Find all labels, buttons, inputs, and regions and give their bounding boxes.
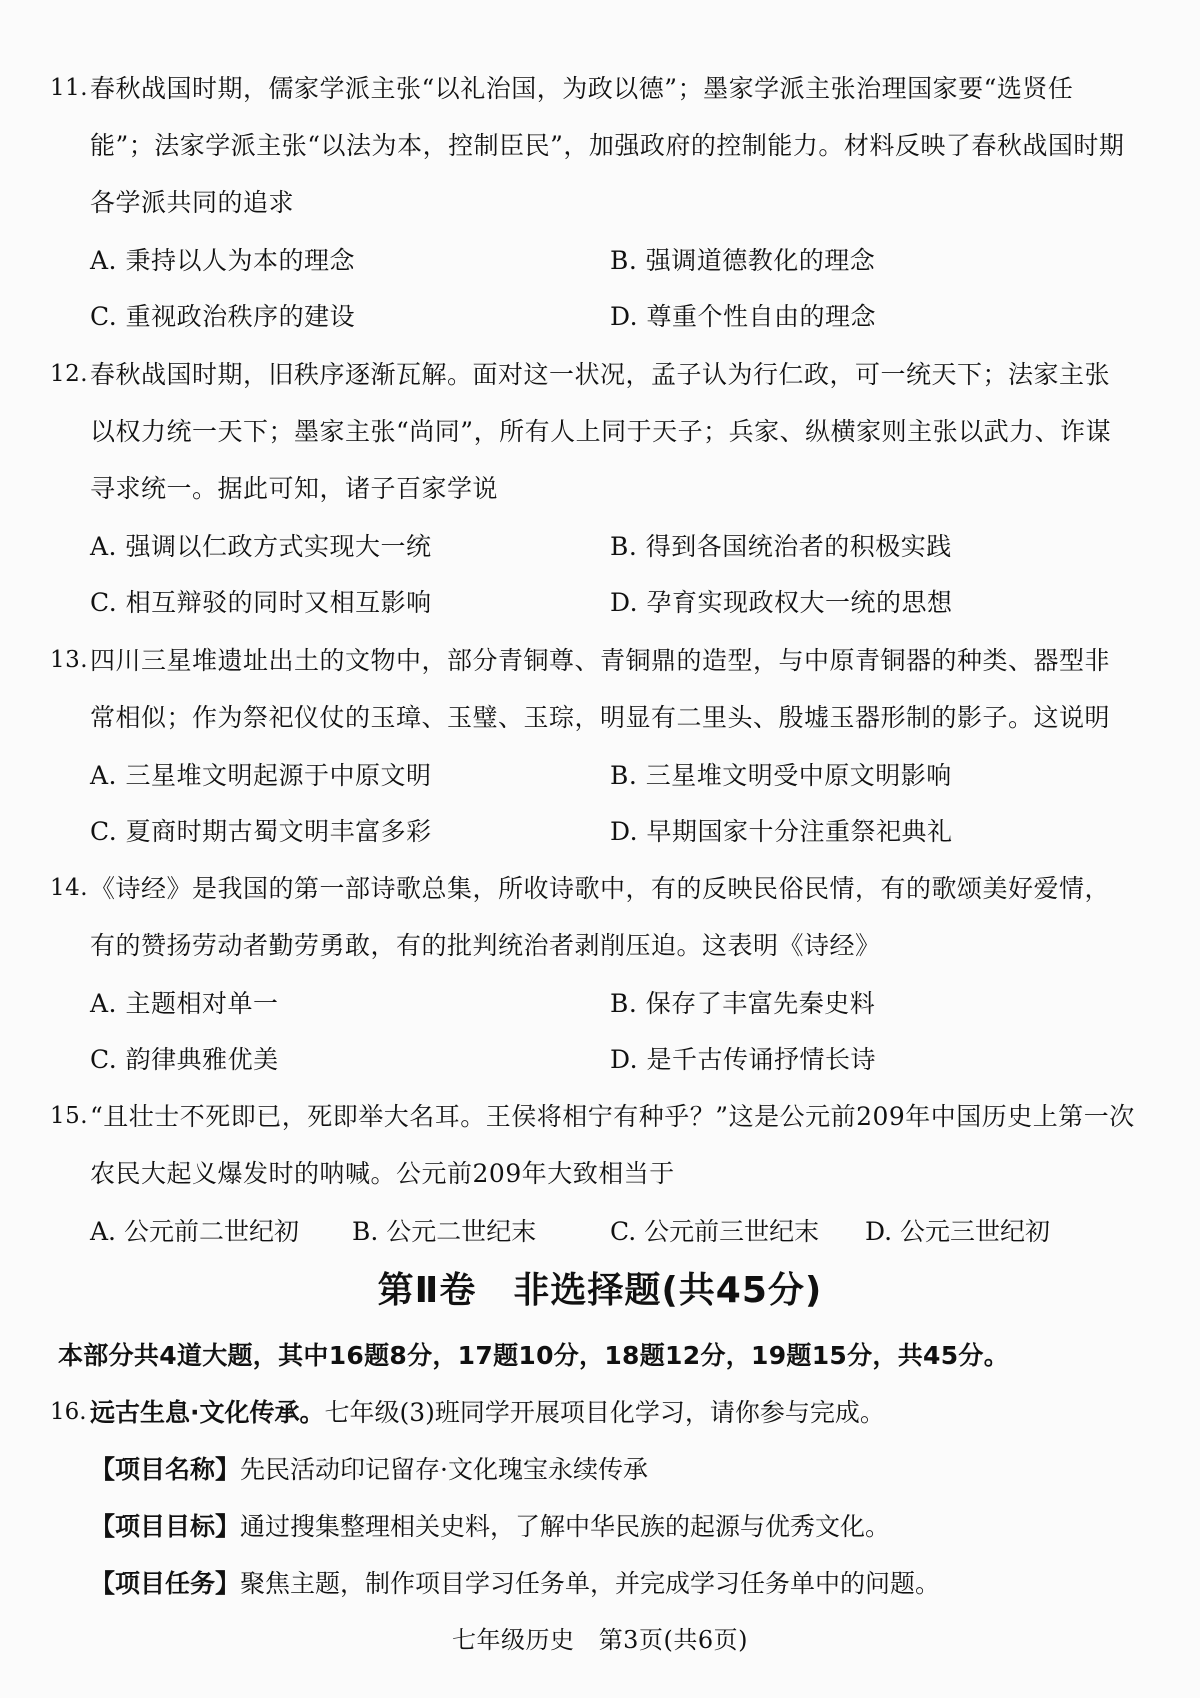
project-name: [50, 1441, 1150, 1498]
option-c: C. 夏商时期古蜀文明丰富多彩: [90, 817, 432, 846]
option-a: A. 强调以仁政方式实现大一统: [90, 532, 432, 561]
project-goal-value: 通过搜集整理相关史料，了解中华民族的起源与优秀文化。: [240, 1512, 891, 1541]
option-d: D. 早期国家十分注重祭祀典礼: [610, 817, 953, 846]
project-task-label: 【项目任务】: [90, 1569, 241, 1598]
question-text: 四川三星堆遗址出土的文物中，部分青铜尊、青铜鼎的造型，与中原青铜器的种类、器型非常相似；作为祭祀仪仗的玉璋、玉璧、玉琮，明显有二里头、殷墟玉器形制的影子。这说明: [90, 646, 1111, 732]
option-d: D. 孕育实现政权大一统的思想: [610, 588, 953, 617]
question-text: 春秋战国时期，旧秩序逐渐瓦解。面对这一状况，孟子认为行仁政，可一统天下；法家主张以权力统一天下；墨家主张“尚同”，所有人上同于天子；兵家、纵横家则主张以武力、诈谋寻求统一。据此可知，诸子百家学说: [90, 360, 1112, 503]
options: [50, 1202, 1135, 1258]
question-stem: [50, 1088, 1135, 1202]
option-b: B. 得到各国统治者的积极实践: [610, 532, 952, 561]
question-11: [50, 60, 1135, 343]
option-d: D. 是千古传诵抒情长诗: [610, 1045, 877, 1074]
project-name-value: 先民活动印记留存·文化瑰宝永续传承: [240, 1455, 648, 1484]
option-b: B. 强调道德教化的理念: [610, 246, 876, 275]
option-c: C. 韵律典雅优美: [90, 1045, 279, 1074]
project-task: [50, 1555, 1150, 1612]
footer-page-number: 第3页(共6页): [598, 1626, 748, 1654]
option-b: B. 保存了丰富先秦史料: [610, 989, 876, 1018]
question-number: 15.: [50, 1103, 89, 1129]
question-text: 春秋战国时期，儒家学派主张“以礼治国，为政以德”；墨家学派主张治理国家要“选贤任能”；法家学派主张“以法为本，控制臣民”，加强政府的控制能力。材料反映了春秋战国时期各学派共同的追求: [90, 74, 1125, 217]
option-a: A. 公元前二世纪初: [90, 1217, 299, 1246]
project-goal-label: 【项目目标】: [90, 1512, 241, 1541]
question-12: [50, 346, 1135, 629]
option-d: D. 公元三世纪初: [865, 1217, 1051, 1246]
section-title: 第Ⅱ卷 非选择题(共45分): [377, 1270, 823, 1311]
question-number: 14.: [50, 875, 89, 901]
options: [50, 746, 1135, 858]
question-number: 11.: [50, 75, 89, 101]
question-text: 七年级(3)班同学开展项目化学习，请你参与完成。: [324, 1398, 885, 1427]
project-goal: [50, 1498, 1150, 1555]
question-number: 12.: [50, 361, 89, 387]
question-text: 《诗经》是我国的第一部诗歌总集，所收诗歌中，有的反映民俗民情，有的歌颂美好爱情，有的赞扬劳动者勤劳勇敢，有的批判统治者剥削压迫。这表明《诗经》: [90, 874, 1111, 960]
question-15: [50, 1088, 1135, 1258]
question-number: 16.: [50, 1399, 87, 1425]
option-c: C. 公元前三世纪末: [610, 1217, 820, 1246]
project-task-value: 聚焦主题，制作项目学习任务单，并完成学习任务单中的问题。: [240, 1569, 941, 1598]
option-b: B. 公元二世纪末: [352, 1217, 537, 1246]
options: [50, 231, 1135, 343]
question-stem: [50, 346, 1135, 517]
page-footer: [0, 1620, 1200, 1655]
question-stem: [50, 1384, 1150, 1441]
question-16: [50, 1384, 1150, 1612]
question-number: 13.: [50, 647, 89, 673]
project-name-label: 【项目名称】: [90, 1455, 241, 1484]
question-13: [50, 632, 1135, 858]
option-d: D. 尊重个性自由的理念: [610, 302, 877, 331]
question-stem: [50, 632, 1135, 746]
option-a: A. 秉持以人为本的理念: [90, 246, 355, 275]
question-14: [50, 860, 1135, 1086]
options: [50, 974, 1135, 1086]
question-text: “且壮士不死即已，死即举大名耳。王侯将相宁有种乎？”这是公元前209年中国历史上第一次农民大起义爆发时的呐喊。公元前209年大致相当于: [90, 1102, 1135, 1188]
question-stem: [50, 60, 1135, 231]
footer-subject: 七年级历史: [452, 1626, 575, 1654]
option-c: C. 相互辩驳的同时又相互影响: [90, 588, 432, 617]
option-c: C. 重视政治秩序的建设: [90, 302, 356, 331]
option-a: A. 主题相对单一: [90, 989, 279, 1018]
options: [50, 517, 1135, 629]
question-lead: 远古生息·文化传承。: [90, 1398, 325, 1427]
section-description: 本部分共4道大题，其中16题8分，17题10分，18题12分，19题15分，共45分。: [58, 1341, 1010, 1370]
option-b: B. 三星堆文明受中原文明影响: [610, 761, 952, 790]
option-a: A. 三星堆文明起源于中原文明: [90, 761, 432, 790]
question-stem: [50, 860, 1135, 974]
